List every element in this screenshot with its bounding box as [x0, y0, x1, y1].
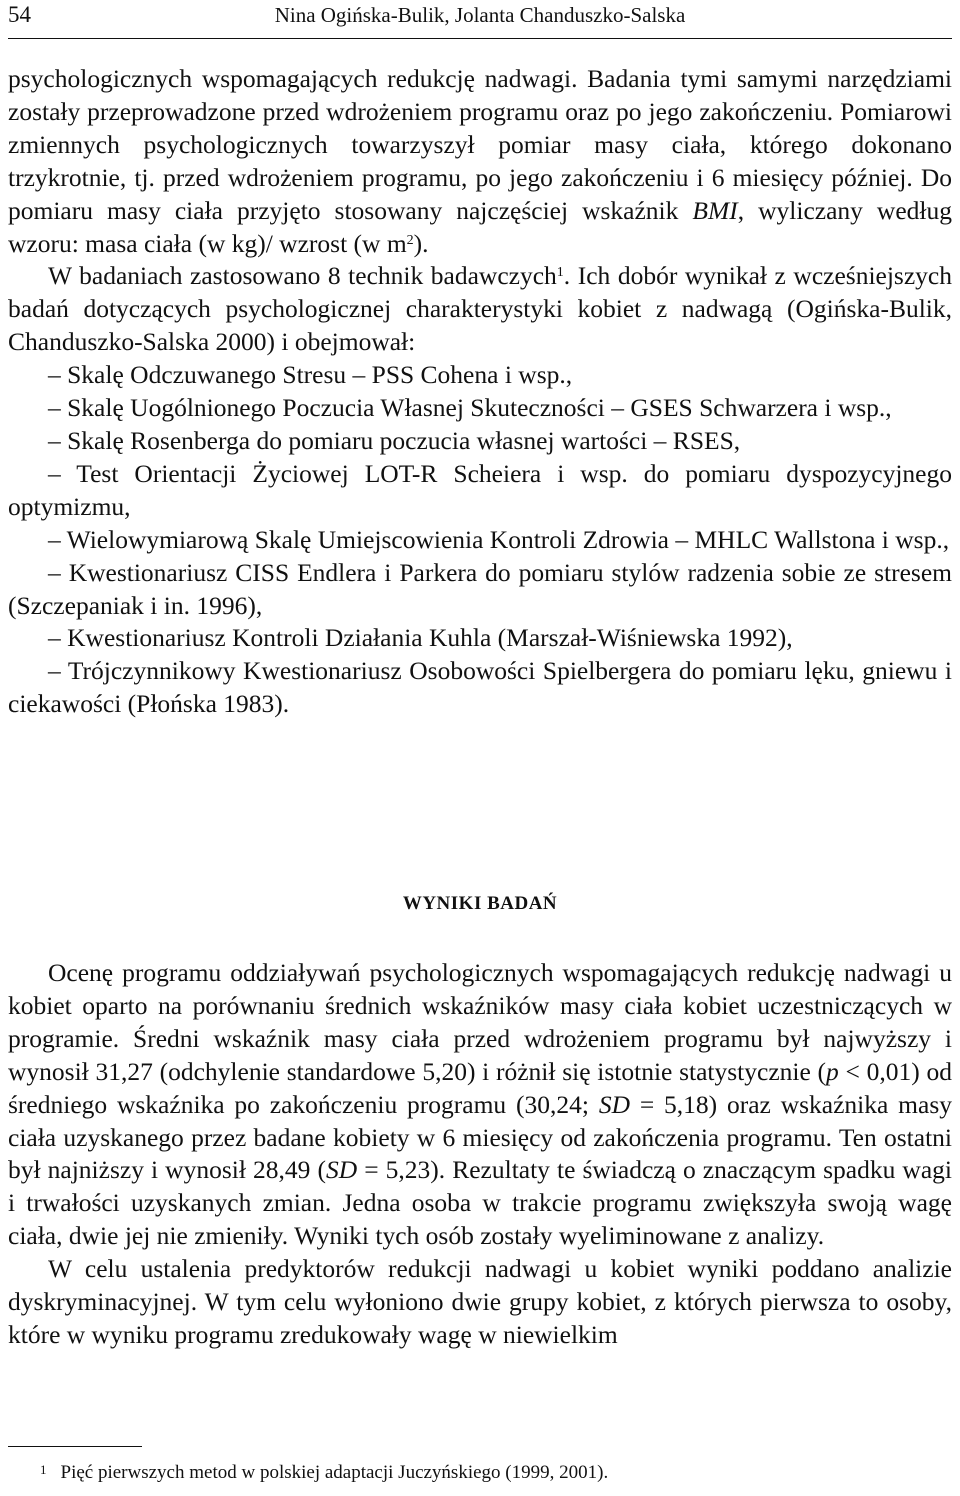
list-item: – Kwestionariusz CISS Endlera i Parkera do pomiaru stylów radzenia sobie ze stresem (Szczepaniak i in. 1996), [8, 557, 952, 620]
section-heading: WYNIKI BADAŃ [402, 893, 558, 914]
list-item: – Skalę Odczuwanego Stresu – PSS Cohena i wsp., [48, 360, 573, 390]
page-header [8, 0, 952, 39]
methods-section [8, 63, 952, 721]
running-head: Nina Ogińska-Bulik, Jolanta Chanduszko-Salska [274, 3, 686, 27]
p-symbol: p [826, 1056, 839, 1086]
list-item: – Kwestionariusz Kontroli Działania Kuhla (Marszał-Wiśniewska 1992), [48, 623, 793, 653]
results-section [8, 957, 952, 1352]
analysis-paragraph: W celu ustalenia predyktorów redukcji nadwagi u kobiet wyniki poddano analizie dyskryminacyjnej. W tym celu wyłoniono dwie grupy kobiet, z których pierwsza to osoby, które w wyniku programu zredukowały wagę w niewielkim [8, 1254, 952, 1349]
footnote-mark: 1 [40, 1462, 47, 1477]
list-item: – Wielowymiarową Skalę Umiejscowienia Kontroli Zdrowia – MHLC Wallstona i wsp., [48, 524, 950, 554]
formula-superscript: 2 [406, 232, 414, 248]
list-item: – Test Orientacji Życiowej LOT-R Scheiera i wsp. do pomiaru dyspozycyjnego optymizmu, [8, 458, 952, 521]
techniques-paragraph: W badaniach zastosowano 8 technik badawczych$^1$. Ich dobór wynikał z wcześniejszych badań dotyczących psychologicznej charakterystyki kobiet z nadwagą (Ogińska-Bulik, Chanduszko-Salska 2000) i obejmował: [8, 261, 952, 357]
sd-symbol: SD [598, 1089, 630, 1119]
footnote-rule [8, 1446, 142, 1447]
results-paragraph: Ocenę programu oddziaływań psychologicznych wspomagających redukcję nadwagi u kobiet oparto na porównaniu średnich wskaźników masy ciała kobiet uczestniczących w programie. Średni wskaźnik masy ciała przed wdrożeniem programu był najwyższy i wynosił 31,27 (odchylenie standardowe 5,20) i różnił się istotnie statystycznie (p < 0,01) od średniego wskaźnika po zakończeniu programu (30,24; SD = 5,18) oraz wskaźnika masy ciała uzyskanego przez badane kobiety w 6 miesięcy od zakończenia programu. Ten ostatni był najniższy i wynosił 28,49 (SD = 5,23). Rezultaty te świadczą o znaczącym spadku wagi i trwałości uzyskanych zmian. Jedna osoba w trakcie programu zwiększyła swoją wagę ciała, dwie jej nie zmieniły. Wyniki tych osób zostały wyeliminowane z analizy. [8, 958, 953, 1251]
list-item: – Trójczynnikowy Kwestionariusz Osobowości Spielbergera do pomiaru lęku, gniewu i ciekawości (Płońska 1983). [8, 656, 952, 719]
list-item: – Skalę Uogólnionego Poczucia Własnej Skuteczności – GSES Schwarzera i wsp., [48, 393, 892, 423]
footnote [40, 1462, 608, 1484]
footnote-text: Pięć pierwszych metod w polskiej adaptacji Juczyńskiego (1999, 2001). [60, 1462, 609, 1483]
bmi-term: BMI [692, 195, 738, 225]
list-item: – Skalę Rosenberga do pomiaru poczucia własnej wartości – RSES, [48, 425, 741, 455]
methods-paragraph: psychologicznych wspomagających redukcję nadwagi. Badania tymi samymi narzędziami zostały przeprowadzone przed wdrożeniem programu oraz po jego zakończeniu. Pomiarowi zmiennych psychologicznych towarzyszył pomiar masy ciała, którego dokonano trzykrotnie, tj. przed wdrożeniem programu, po jego zakończeniu i 6 miesięcy później. Do pomiaru masy ciała przyjęto stosowany najczęściej wskaźnik BMI, wyliczany według wzoru: masa ciała (w kg)/ wzrost (w $m^2$). [8, 64, 953, 258]
page-number: 54 [8, 2, 31, 27]
sd-symbol: SD [325, 1155, 358, 1185]
footnote-reference: 1 [556, 265, 564, 281]
